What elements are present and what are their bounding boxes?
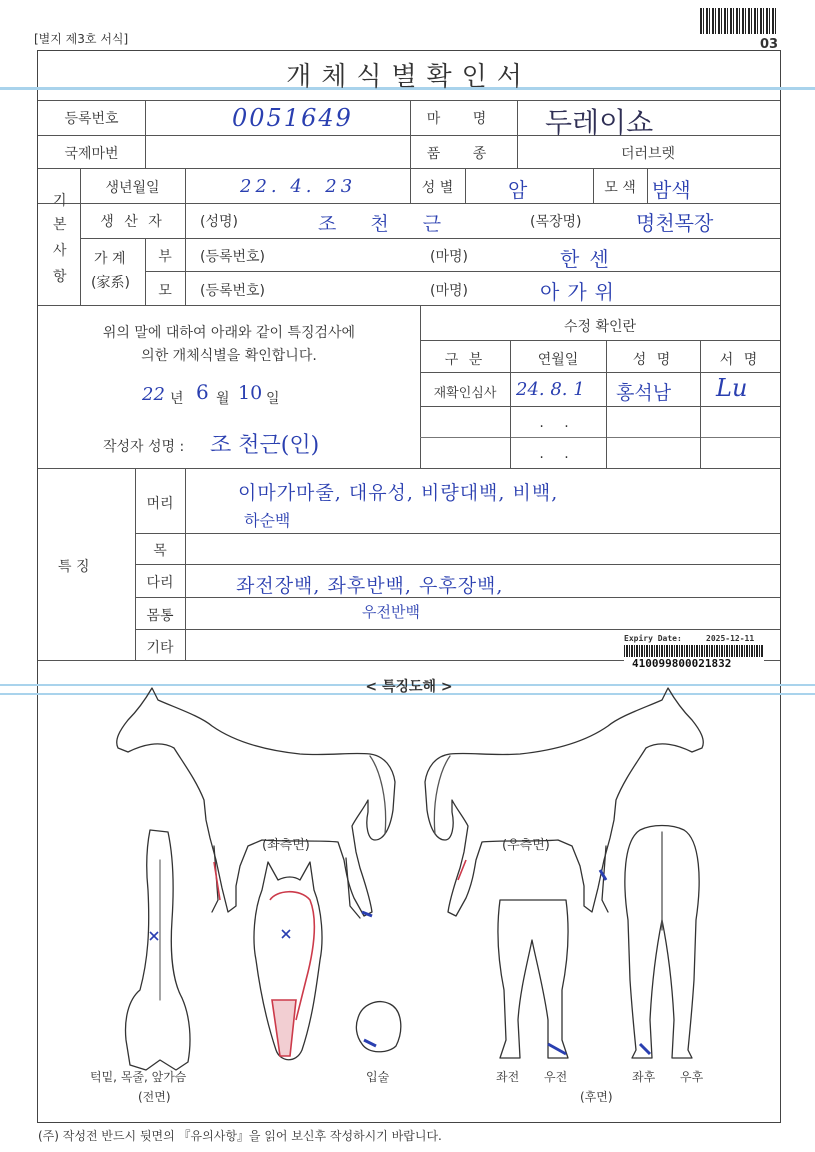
breeder-name-label: (성명)	[200, 214, 238, 230]
breed-label: 품 종	[426, 146, 501, 162]
col-type-header: 구 분	[444, 352, 486, 368]
neck-chest-caption: 턱밑, 목줄, 앞가슴	[90, 1070, 187, 1084]
reconfirm-name: 홍석남	[616, 382, 672, 404]
chest-outline	[126, 830, 190, 1070]
reg-no-label: 등록번호	[64, 111, 119, 127]
date-month-label: 월	[216, 391, 230, 407]
head-value-1: 이마가마줄, 대유성, 비량대백, 비백,	[238, 482, 559, 504]
col-date-header: 연월일	[537, 352, 579, 368]
dots-row-2: . .	[539, 415, 577, 431]
head-label: 머리	[146, 496, 174, 512]
sire-name-label: (마명)	[430, 249, 468, 265]
correction-title: 수정 확인란	[563, 319, 637, 335]
confirm-text-2: 의한 개체식별을 확인합니다.	[141, 348, 317, 364]
body-label: 몸통	[146, 608, 174, 624]
confirm-text-1: 위의 말에 대하여 아래와 같이 특징검사에	[102, 325, 356, 341]
lips-caption: 입술	[366, 1070, 390, 1084]
left-horse-outline	[117, 688, 395, 916]
head-value-2: 하순백	[244, 511, 291, 530]
pedigree-label: 가 계	[94, 251, 126, 267]
breeder-value: 조 천 근	[318, 213, 456, 235]
dam-name-label: (마명)	[430, 283, 468, 299]
dam-reg-label: (등록번호)	[200, 283, 266, 299]
breeder-label: 생 산 자	[100, 214, 165, 230]
right-side-caption: (우측면)	[502, 838, 550, 853]
expiry-label: Expiry Date:	[624, 634, 682, 643]
reconfirm-date: 24. 8. 1	[516, 379, 585, 400]
sex-label: 성 별	[421, 180, 454, 196]
basic-info-label-1: 기	[53, 193, 67, 209]
diagram-title: < 특징도해 >	[365, 679, 453, 695]
farm-label: (목장명)	[530, 214, 582, 230]
author-label: 작성자 성명 :	[103, 439, 185, 455]
reg-no-value: 0051649	[232, 104, 353, 132]
sticker-code: 410099800021832	[632, 657, 732, 670]
front-view-caption: (전면)	[138, 1090, 171, 1104]
date-year-value: 22	[142, 384, 165, 405]
birth-label: 생년월일	[105, 180, 160, 196]
date-month-value: 6	[196, 380, 209, 404]
pedigree-hanja: (家系)	[91, 275, 130, 291]
front-left-caption: 좌전	[496, 1070, 520, 1084]
farm-value: 명천목장	[636, 211, 714, 235]
dam-label: 모	[158, 283, 172, 299]
legs-value-2: 우전반백	[362, 603, 420, 621]
hind-right-caption: 우후	[680, 1070, 704, 1084]
author-value: 조 천근(인)	[210, 433, 320, 458]
date-year-label: 년	[170, 391, 184, 407]
lips-outline	[356, 1002, 400, 1052]
date-day-label: 일	[266, 391, 280, 407]
page-number: 03	[760, 37, 779, 52]
front-legs-outline	[498, 900, 568, 1058]
features-label: 특 징	[58, 559, 90, 575]
front-right-caption: 우전	[544, 1070, 568, 1084]
date-day-value: 10	[238, 382, 263, 404]
basic-info-label-3: 사	[53, 243, 67, 259]
hind-left-caption: 좌후	[632, 1070, 656, 1084]
legs-value-1: 좌전장백, 좌후반백, 우후장백,	[236, 575, 504, 597]
breed-value: 더러브렛	[620, 146, 676, 162]
birth-value: 22. 4. 23	[240, 176, 357, 197]
horse-name-label: 마 명	[426, 111, 501, 127]
expiry-date: 2025-12-11	[706, 634, 755, 643]
reconfirm-sign: Lu	[716, 374, 748, 402]
sire-reg-label: (등록번호)	[200, 249, 266, 265]
footer-note: (주) 작성전 반드시 뒷면의 『유의사항』을 읽어 보신후 작성하시기 바랍니다.	[38, 1129, 442, 1143]
col-name-header: 성 명	[632, 352, 674, 368]
basic-info-label-2: 본	[53, 217, 67, 233]
form-label: [별지 제3호 서식]	[34, 32, 129, 46]
sire-label: 부	[158, 249, 172, 265]
reconfirm-label: 재확인심사	[433, 386, 497, 401]
rear-view-caption: (후면)	[580, 1090, 613, 1104]
other-label: 기타	[146, 640, 174, 656]
intl-name-label: 국제마번	[64, 146, 119, 162]
horse-name-value: 두레이쇼	[545, 106, 654, 139]
col-sign-header: 서 명	[719, 352, 761, 368]
dots-row-3: . .	[539, 446, 577, 462]
legs-label: 다리	[146, 575, 174, 591]
dam-value: 아가위	[540, 280, 622, 304]
document-title: 개체식별확인서	[286, 62, 532, 92]
color-value: 밤색	[652, 178, 691, 202]
left-side-caption: (좌측면)	[262, 838, 310, 853]
basic-info-label-4: 항	[53, 269, 67, 285]
neck-label: 목	[153, 543, 167, 559]
sex-value: 암	[508, 178, 528, 202]
sire-value: 한센	[560, 247, 619, 271]
color-label: 모 색	[604, 180, 636, 196]
